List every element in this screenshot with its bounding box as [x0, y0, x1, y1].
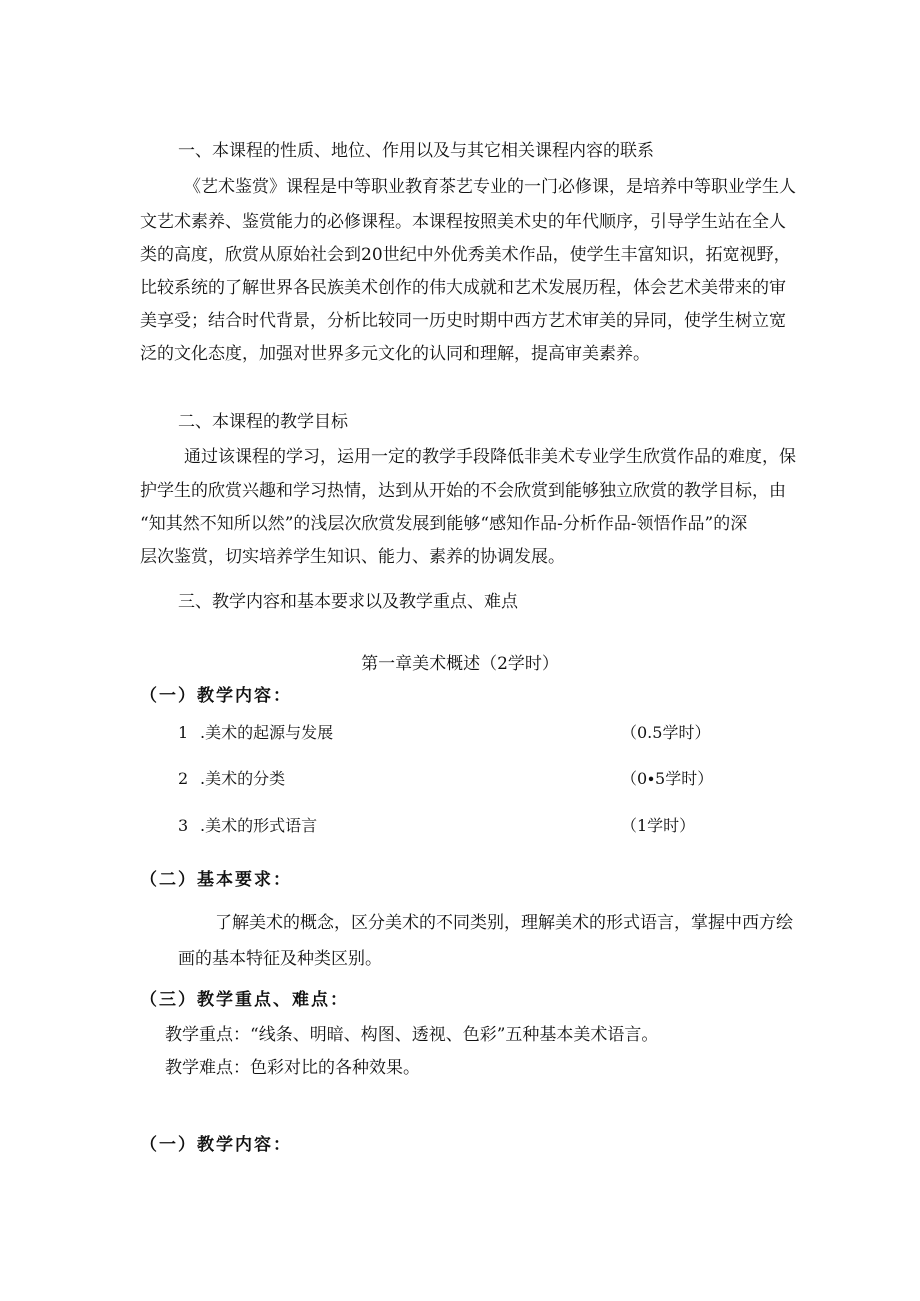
item-hours: （0.5学时）: [621, 723, 711, 742]
item-label: .美术的形式语言: [200, 816, 318, 835]
item-label: .美术的起源与发展: [200, 723, 334, 742]
paragraph-line: 护学生的欣赏兴趣和学习热情，达到从开始的不会欣赏到能够独立欣赏的教学目标，由: [140, 481, 786, 501]
next-content-heading: （一）教学内容：: [140, 1135, 292, 1155]
paragraph-line: 画的基本特征及种类区别。: [178, 949, 382, 969]
section-3-heading: 三、教学内容和基本要求以及教学重点、难点: [178, 592, 518, 612]
item-number: 2: [178, 769, 189, 788]
content-heading: （一）教学内容：: [140, 686, 292, 706]
paragraph-line: 类的高度，欣赏从原始社会到20世纪中外优秀美术作品，使学生丰富知识，拓宽视野，: [140, 245, 791, 265]
item-number: 3: [178, 816, 189, 835]
item-hours: （1学时）: [621, 816, 696, 835]
paragraph-line: 层次鉴赏，切实培养学生知识、能力、素养的协调发展。: [140, 547, 565, 567]
requirements-heading: （二）基本要求：: [140, 870, 292, 890]
paragraph-line: “知其然不知所以然”的浅层次欣赏发展到能够“感知作品-分析作品-领悟作品”的深: [140, 514, 748, 534]
key-point-text: 教学重点：“线条、明暗、构图、透视、色彩”五种基本美术语言。: [165, 1025, 659, 1045]
difficulty-text: 教学难点：色彩对比的各种效果。: [165, 1058, 420, 1078]
section-2-heading: 二、本课程的教学目标: [178, 412, 348, 432]
item-number: 1: [178, 723, 189, 742]
paragraph-line: 通过该课程的学习，运用一定的教学手段降低非美术专业学生欣赏作品的难度，保: [184, 447, 796, 467]
paragraph-line: 文艺术素养、鉴赏能力的必修课程。本课程按照美术史的年代顺序，引导学生站在全人: [140, 212, 786, 232]
paragraph-line: 了解美术的概念，区分美术的不同类别，理解美术的形式语言，掌握中西方绘: [215, 913, 793, 933]
paragraph-line: 《艺术鉴赏》课程是中等职业教育茶艺专业的一门必修课，是培养中等职业学生人: [184, 177, 796, 197]
paragraph-line: 比较系统的了解世界各民族美术创作的伟大成就和艺术发展历程，体会艺术美带来的审: [140, 278, 786, 298]
paragraph-line: 泛的文化态度，加强对世界多元文化的认同和理解，提高审美素养。: [140, 344, 650, 364]
paragraph-line: 美享受；结合时代背景，分析比较同一历史时期中西方艺术审美的异同，使学生树立宽: [140, 311, 786, 331]
chapter-title: 第一章美术概述（2学时）: [361, 654, 559, 674]
keypoints-heading: （三）教学重点、难点：: [140, 990, 349, 1010]
section-1-heading: 一、本课程的性质、地位、作用以及与其它相关课程内容的联系: [178, 141, 654, 161]
item-label: .美术的分类: [200, 769, 286, 788]
item-hours: （0∙5学时）: [621, 769, 714, 788]
